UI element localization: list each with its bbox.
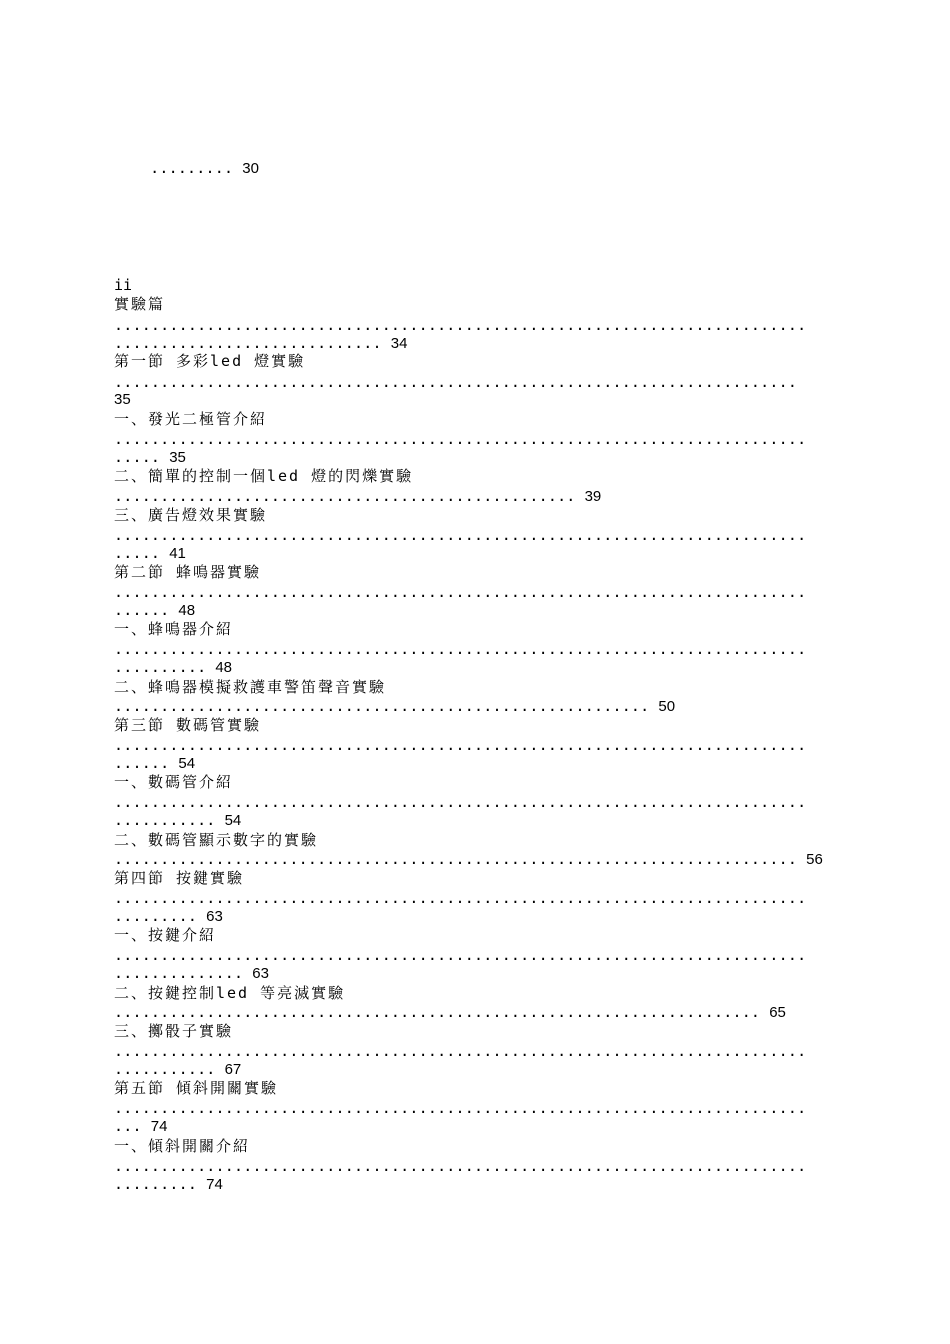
page-number: 63 <box>252 965 269 982</box>
toc-entry-page-line <box>114 544 186 563</box>
leader-dots: .......................................................... <box>114 697 650 715</box>
toc-entry-page-line <box>114 658 232 677</box>
toc-entry-page-line <box>114 1003 786 1022</box>
leader-dots: ........................................................................... <box>114 736 807 754</box>
leader-dots: ........................................................................... <box>114 1099 807 1117</box>
toc-entry-page-line <box>114 964 269 983</box>
leader-dots: ............................. <box>114 334 382 352</box>
toc-entry-title: 第五節 傾斜開關實驗 <box>114 1079 279 1097</box>
page-number: 74 <box>206 1176 223 1193</box>
toc-entry-page-line <box>114 334 407 353</box>
toc-entry-title: 第一節 多彩led 燈實驗 <box>114 352 306 370</box>
leader-dots: .......... <box>114 658 207 676</box>
page-number: 48 <box>215 659 233 676</box>
toc-entry-title: 二、蜂鳴器模擬救護車警笛聲音實驗 <box>114 678 387 696</box>
toc-entry-page-line <box>114 754 195 773</box>
page-number: 35 <box>114 391 131 408</box>
toc-entry-title: 一、蜂鳴器介紹 <box>114 620 234 638</box>
page-number: 35 <box>169 449 186 466</box>
toc-entry-title: 二、按鍵控制led 等亮滅實驗 <box>114 984 346 1002</box>
toc-entry-page-line <box>114 1117 167 1136</box>
leader-dots: .......................................................................... <box>114 850 798 868</box>
leader-dots: ...................................................................... <box>114 1003 761 1021</box>
toc-entry-title: 實驗篇 <box>114 295 166 313</box>
toc-fragment-line <box>114 141 259 196</box>
page-number: 39 <box>584 488 602 505</box>
toc-entry-page-line <box>114 850 823 869</box>
toc-entry-title: 第三節 數碼管實驗 <box>114 716 262 734</box>
leader-dots: ......... <box>150 159 234 177</box>
toc-entry-page-line <box>114 697 675 716</box>
toc-entry-title: 一、數碼管介紹 <box>114 773 234 791</box>
leader-dots: ........................................................................... <box>114 793 807 811</box>
toc-entry-page-line <box>114 907 223 926</box>
leader-dots: ..... <box>114 544 161 562</box>
leader-dots: ........................................................................... <box>114 889 807 907</box>
leader-dots: ..... <box>114 448 161 466</box>
page-number: 34 <box>390 335 408 352</box>
page-number: 56 <box>806 851 823 868</box>
page-number: 63 <box>206 908 223 925</box>
toc-entry-page-line <box>114 1175 223 1194</box>
roman-page-marker: ii <box>114 276 133 294</box>
toc-entry-title: 第四節 按鍵實驗 <box>114 869 245 887</box>
leader-dots: ........................................................................... <box>114 1042 807 1060</box>
toc-entry-page-line <box>114 487 601 506</box>
leader-dots: ... <box>114 1117 142 1135</box>
toc-entry-title: 一、發光二極管介紹 <box>114 410 268 428</box>
leader-dots: ........................................................................... <box>114 526 807 544</box>
page-number: 74 <box>150 1118 168 1135</box>
toc-entry-page-line <box>114 601 195 620</box>
page-number: 54 <box>178 755 196 772</box>
leader-dots: .............. <box>114 964 244 982</box>
toc-entry-title: 一、傾斜開關介紹 <box>114 1137 251 1155</box>
toc-entry-title: 一、按鍵介紹 <box>114 926 217 944</box>
leader-dots: ........................................................................... <box>114 430 807 448</box>
toc-entry-title: 二、簡單的控制一個led 燈的閃爍實驗 <box>114 467 414 485</box>
leader-dots: ........................................................................... <box>114 583 807 601</box>
leader-dots: ...... <box>114 754 170 772</box>
leader-dots: .................................................. <box>114 487 576 505</box>
leader-dots: ........................................................................... <box>114 316 807 334</box>
leader-dots: ...... <box>114 601 170 619</box>
page-number: 30 <box>242 160 259 177</box>
leader-dots: ........................................................................... <box>114 1157 807 1175</box>
toc-entry-title: 三、廣告燈效果實驗 <box>114 506 268 524</box>
toc-entry-page-line <box>114 448 186 467</box>
page-number: 65 <box>769 1004 786 1021</box>
toc-entry-page-line <box>114 1060 241 1079</box>
leader-dots: ........................................................................... <box>114 640 807 658</box>
page-number: 54 <box>224 812 242 829</box>
leader-dots: ......... <box>114 1175 198 1193</box>
toc-entry-title: 三、擲骰子實驗 <box>114 1022 234 1040</box>
leader-dots: ........................................................................... <box>114 946 807 964</box>
leader-dots: ......... <box>114 907 198 925</box>
leader-dots: ........... <box>114 1060 216 1078</box>
toc-entry-title: 二、數碼管顯示數字的實驗 <box>114 831 319 849</box>
toc-entry-title: 第二節 蜂鳴器實驗 <box>114 563 262 581</box>
leader-dots: .......................................................................... <box>114 373 798 391</box>
page-number: 48 <box>178 602 196 619</box>
leader-dots: ........... <box>114 811 216 829</box>
page-number: 67 <box>224 1061 242 1078</box>
page-number: 41 <box>169 545 186 562</box>
toc-entry-page-line <box>114 811 241 830</box>
page-number: 50 <box>658 698 676 715</box>
